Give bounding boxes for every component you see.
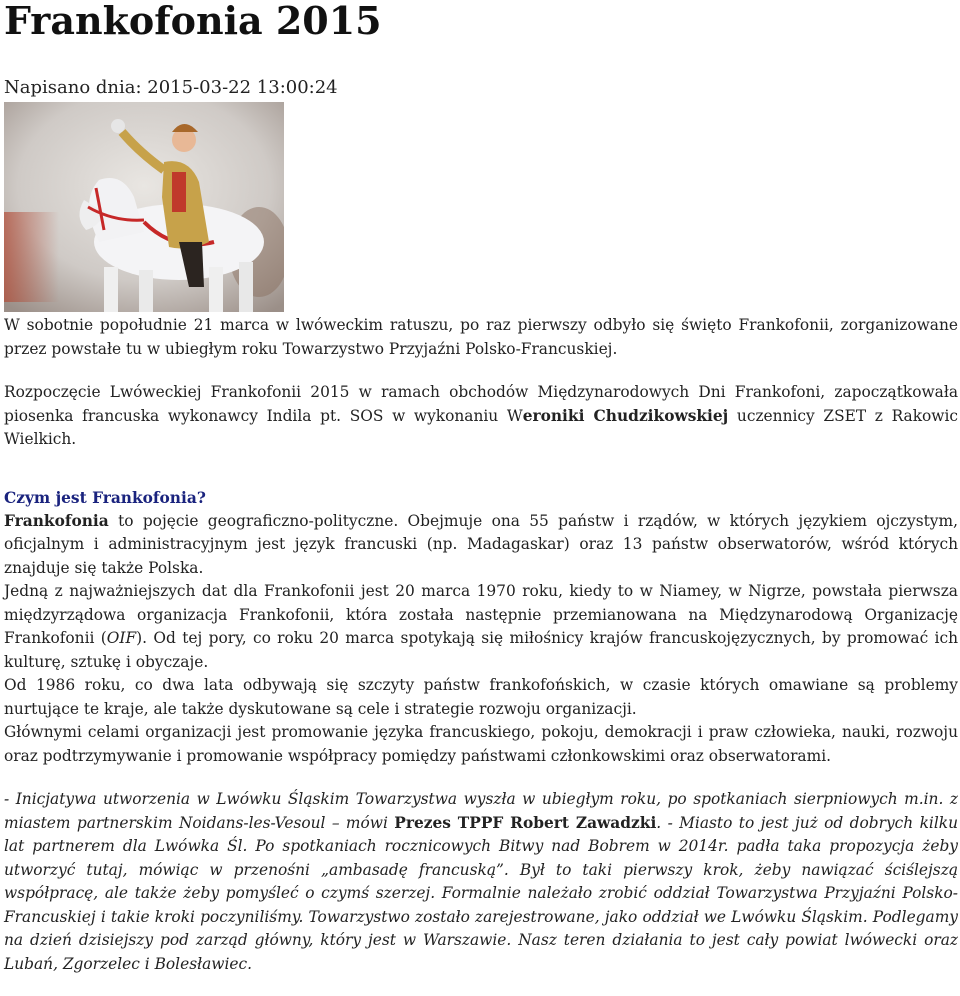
section-heading: Czym jest Frankofonia? bbox=[4, 488, 206, 507]
performer-name: eroniki Chudzikowskiej bbox=[522, 406, 729, 425]
date-prefix: Napisano dnia: bbox=[4, 77, 148, 98]
publish-date bbox=[4, 76, 958, 100]
paragraph-summits: Od 1986 roku, co dwa lata odbywają się szczyty państw frankofońskich, w czasie których omawiane są problemy nurtujące te kraje, ale także dyskutowane są cele i strategie rozwoju organizacji. bbox=[4, 676, 958, 718]
page-title: Frankofonia 2015 bbox=[4, 0, 382, 43]
paragraph-definition bbox=[4, 510, 958, 581]
history-tail: ). Od tej pory, co roku 20 marca spotykają się miłośnicy krajów francuskojęzycznych, by promować ich kulturę, sztukę i obyczaje. bbox=[4, 629, 958, 671]
paragraph-opening-tail: uczennicy ZSET z Rakowic Wielkich. bbox=[4, 406, 959, 448]
paragraph-quote bbox=[4, 788, 958, 976]
oif-abbrev: OIF bbox=[106, 629, 137, 647]
paragraph-history bbox=[4, 580, 958, 674]
quote-tail: . - Miasto to jest już od dobrych kilku lat partnerem dla Lwówka Śl. Po spotkaniach rocznicowych Bitwy nad Bobrem w 2014r. padła taka propozycja żeby utworzyć tutaj, mówiąc w przenośni „ambasadę francuską”. Był to taki pierwszy krok, żeby nawiązać ściślejszą współpracę, ale także żeby pomyśleć o czymś szerzej. Formalnie należało zrobić oddział Towarzystwa Przyjaźni Polsko-Francuskiej i takie kroki poczyniliśmy. Towarzystwo zostało zarejestrowane, jako oddział we Lwówku Śląskim. Podlegamy na dzień dzisiejszy pod zarząd główny, który jest w Warszawie. Nasz teren działania to jest cały powiat lwówecki oraz Lubań, Zgorzelec i Bolesławiec. bbox=[4, 813, 958, 973]
paragraph-intro: W sobotnie popołudnie 21 marca w lwóweckim ratuszu, po raz pierwszy odbyło się święto Frankofonii, zorganizowane przez powstałe tu w ubiegłym roku Towarzystwo Przyjaźni Polsko-Francuskiej. bbox=[4, 316, 958, 358]
paragraph-goals: Głównymi celami organizacji jest promowanie języka francuskiego, pokoju, demokracji i praw człowieka, nauki, rozwoju oraz podtrzymywanie i promowanie współpracy pomiędzy państwami członkowskimi oraz obserwatorami. bbox=[4, 723, 958, 765]
history-text: Jedną z najważniejszych dat dla Frankofonii jest 20 marca 1970 roku, kiedy to w Niamey, w Nigrze, powstała pierwsza międzyrządowa organizacja Frankofonii, która została następnie przemianowana na Międzynarodową Organizację Frankofonii ( bbox=[4, 582, 958, 647]
article-photo bbox=[4, 102, 284, 312]
definition-text: to pojęcie geograficzno-polityczne. Obejmuje ona 55 państw i rządów, w których językiem ojczystym, oficjalnym i administracyjnym jest język francuski (np. Madagaskar) oraz 13 państw obserwatorów, wśród których znajduje się także Polska. bbox=[4, 511, 958, 577]
date-value: 2015-03-22 13:00:24 bbox=[147, 77, 338, 98]
quote-text: - Inicjatywa utworzenia w Lwówku Śląskim Towarzystwa wyszła w ubiegłym roku, po spotkaniach sierpniowych m.in. z miastem partnerskim Noidans-les-Vesoul – mówi bbox=[4, 790, 958, 832]
term-bold: Frankofonia bbox=[4, 511, 109, 530]
paragraph-opening bbox=[4, 381, 958, 452]
paragraph-opening-text: Rozpoczęcie Lwóweckiej Frankofonii 2015 w ramach obchodów Międzynarodowych Dni Frankofoni, zapoczątkowała piosenka francuska wykonawcy Indila pt. SOS w wykonaniu W bbox=[4, 383, 958, 425]
quote-speaker: Prezes TPPF Robert Zawadzki bbox=[394, 813, 657, 832]
